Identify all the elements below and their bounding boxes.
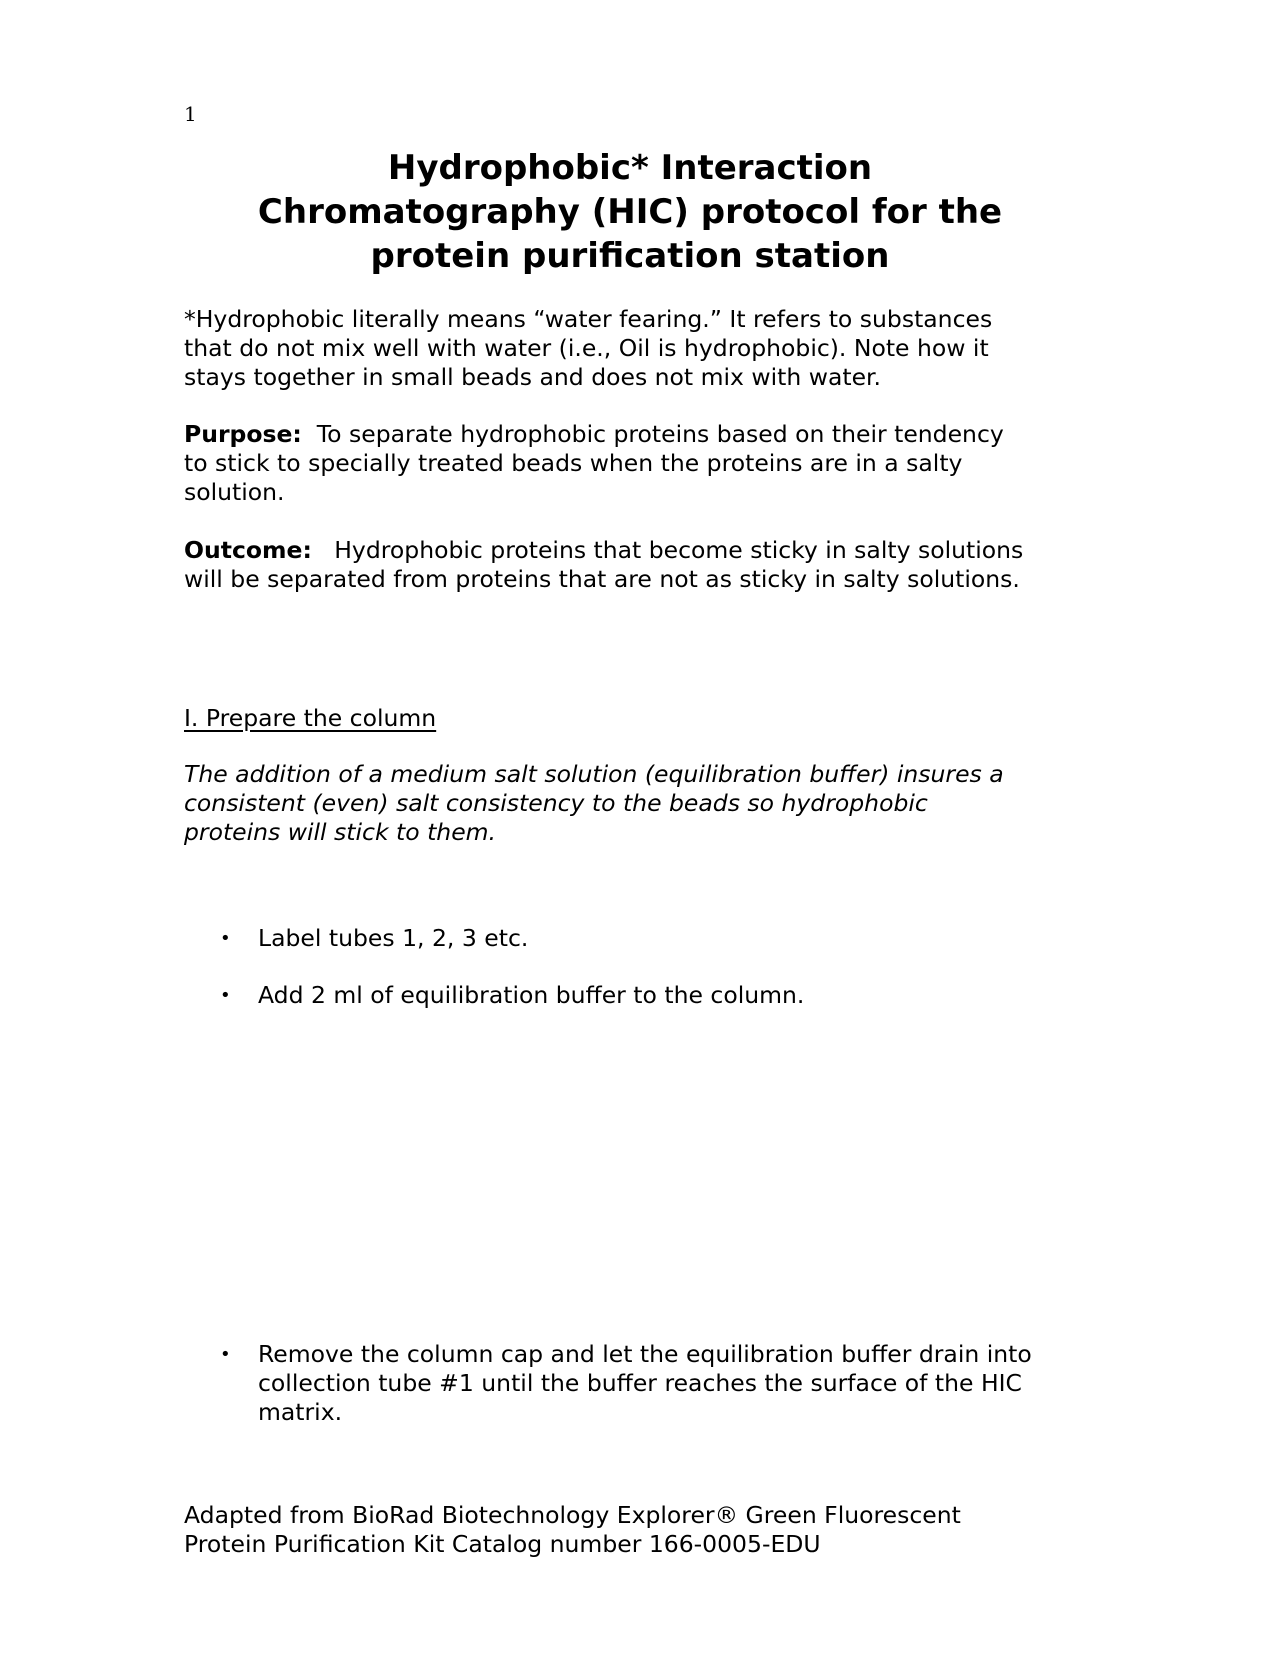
step-text bbox=[258, 981, 1084, 1010]
intro-paragraph bbox=[184, 305, 1084, 392]
title-line-3: protein purification station bbox=[370, 236, 890, 276]
footer-line-1: Adapted from BioRad Biotechnology Explorer® Green Fluorescent bbox=[184, 1501, 961, 1529]
section-heading: I. Prepare the column bbox=[184, 704, 437, 732]
footer-attribution bbox=[184, 1501, 1084, 1559]
footer-line-2: Protein Purification Kit Catalog number 166-0005-EDU bbox=[184, 1530, 821, 1558]
intro-line-2: that do not mix well with water (i.e., Oil is hydrophobic). Note how it bbox=[184, 334, 989, 362]
outcome-paragraph bbox=[184, 536, 1084, 594]
intro-line-3: stays together in small beads and does not mix with water. bbox=[184, 363, 882, 391]
purpose-line-3: solution. bbox=[184, 478, 285, 506]
title-line-2: Chromatography (HIC) protocol for the bbox=[257, 192, 1003, 232]
purpose-line-2: to stick to specially treated beads when the proteins are in a salty bbox=[184, 449, 963, 477]
step-2-line-1: Add 2 ml of equilibration buffer to the column. bbox=[258, 981, 805, 1009]
step-list-item bbox=[184, 1340, 1084, 1427]
step-text bbox=[258, 924, 1084, 953]
purpose-label: Purpose: bbox=[184, 420, 302, 448]
document-title bbox=[180, 146, 1080, 278]
step-list-item bbox=[184, 924, 1084, 953]
section-note-line-2: consistent (even) salt consistency to the beads so hydrophobic bbox=[184, 789, 928, 817]
bullet-icon: • bbox=[220, 1344, 231, 1365]
bullet-icon: • bbox=[220, 928, 231, 949]
page-number: 1 bbox=[184, 102, 197, 126]
intro-line-1: *Hydrophobic literally means “water fearing.” It refers to substances bbox=[184, 305, 993, 333]
section-note bbox=[184, 760, 1084, 847]
purpose-line-1: To separate hydrophobic proteins based on their tendency bbox=[301, 420, 1004, 448]
outcome-line-2: will be separated from proteins that are not as sticky in salty solutions. bbox=[184, 565, 1020, 593]
step-text bbox=[258, 1340, 1084, 1427]
outcome-line-1: Hydrophobic proteins that become sticky in salty solutions bbox=[311, 536, 1024, 564]
outcome-label: Outcome: bbox=[184, 536, 312, 564]
step-3-line-1: Remove the column cap and let the equilibration buffer drain into bbox=[258, 1340, 1032, 1368]
bullet-icon: • bbox=[220, 985, 231, 1006]
section-note-line-3: proteins will stick to them. bbox=[184, 818, 497, 846]
section-note-line-1: The addition of a medium salt solution (equilibration buffer) insures a bbox=[184, 760, 1004, 788]
step-list-item bbox=[184, 981, 1084, 1010]
purpose-paragraph bbox=[184, 420, 1084, 507]
title-line-1: Hydrophobic* Interaction bbox=[387, 148, 873, 188]
step-3-line-2: collection tube #1 until the buffer reaches the surface of the HIC bbox=[258, 1369, 1022, 1397]
step-1-line-1: Label tubes 1, 2, 3 etc. bbox=[258, 924, 529, 952]
step-3-line-3: matrix. bbox=[258, 1398, 343, 1426]
